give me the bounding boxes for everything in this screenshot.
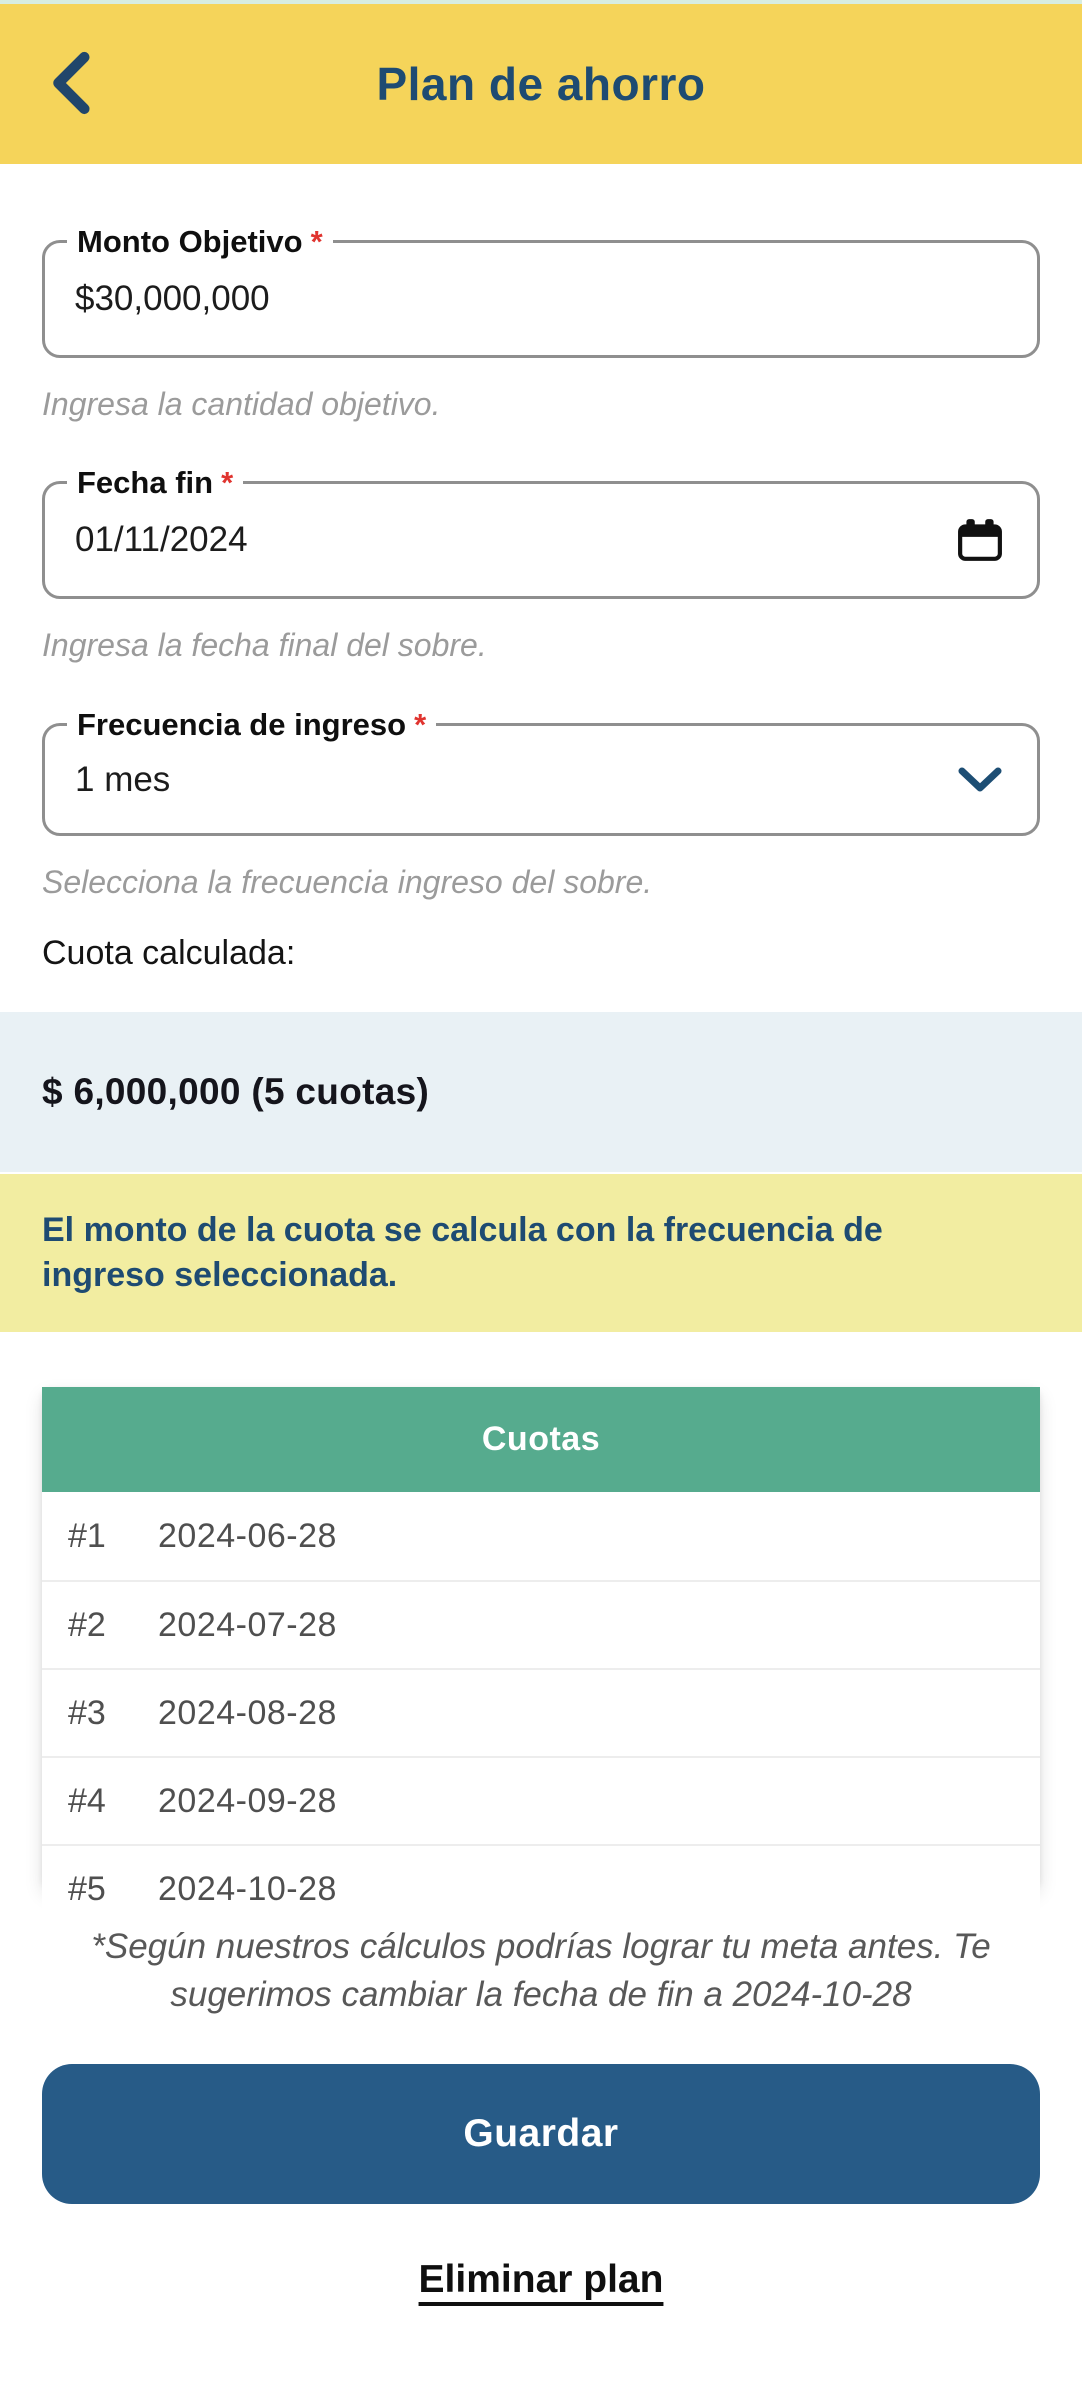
cuota-date: 2024-07-28 xyxy=(158,1605,337,1644)
delete-plan-link-wrap xyxy=(0,2258,1082,2302)
cuota-number: #3 xyxy=(68,1693,106,1732)
save-button-label: Guardar xyxy=(463,2112,619,2155)
suggestion-note: *Según nuestros cálculos podrías lograr tu meta antes. Te sugerimos cambiar la fecha de fin a 2024-10-28 xyxy=(91,1927,991,2014)
required-asterisk: * xyxy=(414,707,427,742)
cuotas-table-body[interactable] xyxy=(42,1492,1040,1908)
table-row xyxy=(42,1492,1040,1580)
frecuencia-value[interactable]: 1 mes xyxy=(75,759,171,799)
chevron-left-icon xyxy=(46,51,98,118)
cuotas-table xyxy=(42,1387,1040,1908)
cuota-result-value: $ 6,000,000 (5 cuotas) xyxy=(42,1071,430,1112)
back-button[interactable] xyxy=(36,46,108,122)
cuota-number: #4 xyxy=(68,1781,106,1820)
frecuencia-select[interactable] xyxy=(42,707,1040,836)
cuota-result-box xyxy=(0,1012,1082,1172)
fecha-fin-input[interactable]: 01/11/2024 xyxy=(75,520,248,559)
fecha-fin-label: Fecha fin * xyxy=(67,464,243,502)
cuota-date: 2024-09-28 xyxy=(158,1781,337,1820)
cuota-date: 2024-10-28 xyxy=(158,1869,337,1908)
cuota-date: 2024-06-28 xyxy=(158,1516,337,1555)
save-button[interactable] xyxy=(42,2064,1040,2204)
table-row xyxy=(42,1580,1040,1668)
cuota-info-banner xyxy=(0,1174,1082,1332)
delete-plan-link[interactable]: Eliminar plan xyxy=(418,2258,664,2301)
cuota-calculada-label: Cuota calculada: xyxy=(42,934,296,972)
calendar-icon[interactable] xyxy=(957,517,1003,563)
cuota-number: #5 xyxy=(68,1869,106,1908)
page-title: Plan de ahorro xyxy=(376,58,706,110)
frecuencia-label: Frecuencia de ingreso * xyxy=(67,706,436,744)
frecuencia-helper-text: Selecciona la frecuencia ingreso del sobre. xyxy=(42,864,653,900)
monto-objetivo-input[interactable]: $30,000,000 xyxy=(75,279,270,318)
required-asterisk: * xyxy=(221,465,234,500)
table-row xyxy=(42,1844,1040,1932)
table-row xyxy=(42,1668,1040,1756)
cuota-date: 2024-08-28 xyxy=(158,1693,337,1732)
fecha-fin-field[interactable] xyxy=(42,465,1040,599)
cuota-number: #2 xyxy=(68,1605,106,1644)
cuota-info-text: El monto de la cuota se calcula con la frecuencia de ingreso seleccionada. xyxy=(42,1211,883,1294)
app-header xyxy=(0,4,1082,164)
table-row xyxy=(42,1756,1040,1844)
chevron-down-icon xyxy=(957,766,1003,794)
monto-helper-text: Ingresa la cantidad objetivo. xyxy=(42,386,441,422)
cuota-number: #1 xyxy=(68,1516,106,1555)
fecha-helper-text: Ingresa la fecha final del sobre. xyxy=(42,627,487,663)
monto-objetivo-field[interactable] xyxy=(42,224,1040,358)
monto-objetivo-label: Monto Objetivo * xyxy=(67,223,333,261)
cuotas-table-header xyxy=(42,1387,1040,1492)
cuotas-table-header-label: Cuotas xyxy=(481,1420,601,1458)
required-asterisk: * xyxy=(310,224,323,259)
